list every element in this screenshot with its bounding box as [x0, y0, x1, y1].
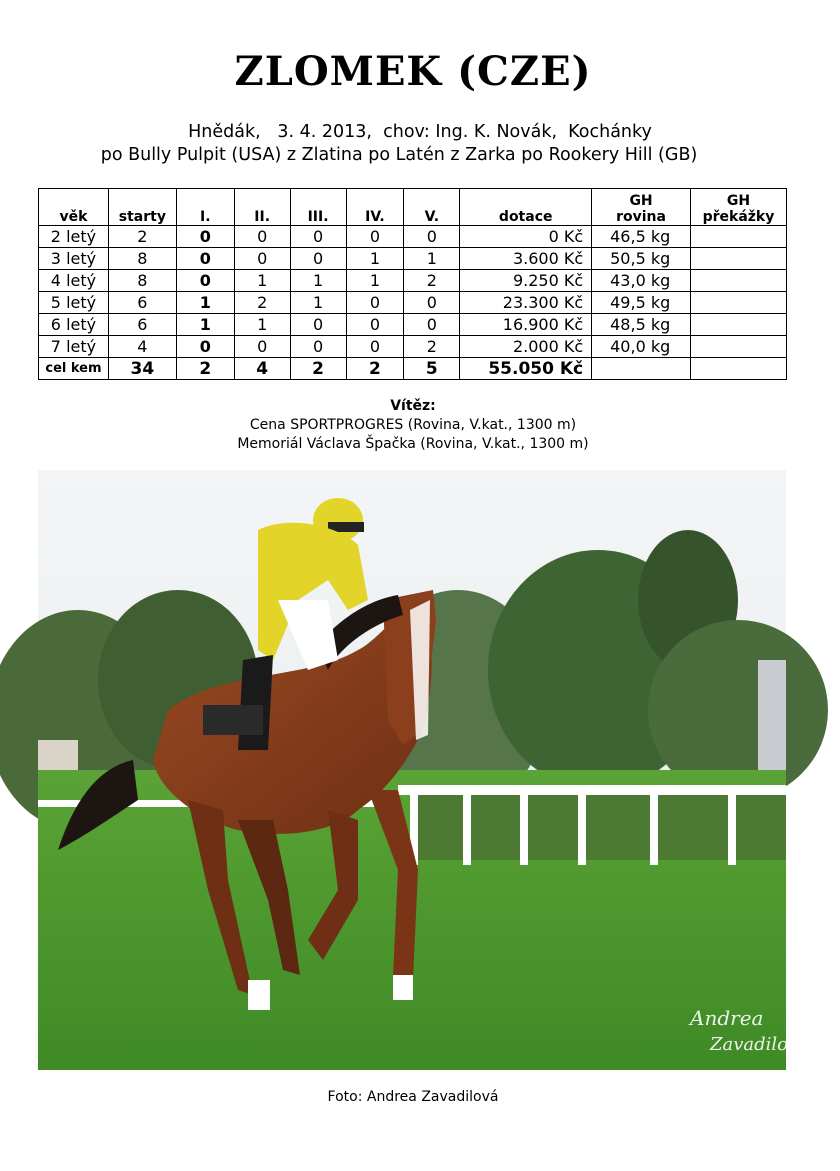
cell-gh-jump — [690, 226, 786, 248]
cell-starts: 6 — [108, 314, 176, 336]
cell-gh-flat: 50,5 kg — [592, 248, 691, 270]
cell-prize-money: 23.300 Kč — [460, 292, 592, 314]
total-gh-jump — [690, 358, 786, 380]
header-gh-jump-line2: překážky — [702, 209, 775, 225]
table-row — [39, 270, 787, 292]
cell-first: 0 — [176, 226, 234, 248]
cell-fourth: 1 — [346, 248, 404, 270]
cell-starts: 4 — [108, 336, 176, 358]
table-row — [39, 226, 787, 248]
cell-fifth: 0 — [404, 226, 460, 248]
cell-first: 0 — [176, 248, 234, 270]
cell-fourth: 1 — [346, 270, 404, 292]
total-starts: 34 — [108, 358, 176, 380]
cell-gh-flat: 48,5 kg — [592, 314, 691, 336]
total-fourth: 2 — [346, 358, 404, 380]
total-prize-money: 55.050 Kč — [460, 358, 592, 380]
cell-prize-money: 16.900 Kč — [460, 314, 592, 336]
cell-second: 1 — [234, 314, 290, 336]
photo-watermark: Andrea — [690, 1006, 764, 1030]
cell-first: 1 — [176, 314, 234, 336]
cell-fourth: 0 — [346, 314, 404, 336]
total-label: cel kem — [39, 358, 109, 380]
header-gh-flat — [592, 189, 691, 226]
total-gh-flat — [592, 358, 691, 380]
cell-second: 0 — [234, 248, 290, 270]
cell-third: 1 — [290, 270, 346, 292]
header-gh-flat-line2: rovina — [616, 209, 666, 225]
cell-third: 0 — [290, 226, 346, 248]
cell-third: 0 — [290, 314, 346, 336]
cell-fifth: 1 — [404, 248, 460, 270]
cell-fourth: 0 — [346, 336, 404, 358]
table-row — [39, 336, 787, 358]
cell-first: 0 — [176, 336, 234, 358]
winner-race: Memoriál Václava Špačka (Rovina, V.kat., 1300 m) — [237, 436, 589, 452]
total-second: 4 — [234, 358, 290, 380]
winner-race: Cena SPORTPROGRES (Rovina, V.kat., 1300 m) — [249, 417, 577, 433]
cell-second: 0 — [234, 226, 290, 248]
cell-gh-jump — [690, 292, 786, 314]
cell-fifth: 0 — [404, 314, 460, 336]
cell-age: 2 letý — [39, 226, 109, 248]
header-starts: starty — [108, 189, 176, 226]
header-prize-money: dotace — [460, 189, 592, 226]
cell-prize-money: 9.250 Kč — [460, 270, 592, 292]
cell-prize-money: 0 Kč — [460, 226, 592, 248]
total-first: 2 — [176, 358, 234, 380]
cell-fifth: 2 — [404, 270, 460, 292]
cell-second: 2 — [234, 292, 290, 314]
cell-starts: 2 — [108, 226, 176, 248]
cell-age: 6 letý — [39, 314, 109, 336]
table-row — [39, 248, 787, 270]
cell-gh-jump — [690, 270, 786, 292]
horse-description: Hnědák, 3. 4. 2013, chov: Ing. K. Novák, Kochánky — [188, 122, 652, 142]
cell-gh-flat: 40,0 kg — [592, 336, 691, 358]
race-photo — [38, 470, 809, 1070]
cell-fifth: 0 — [404, 292, 460, 314]
cell-gh-jump — [690, 248, 786, 270]
header-fourth: IV. — [346, 189, 404, 226]
horse-name: ZLOMEK (CZE) — [234, 48, 592, 95]
cell-age: 3 letý — [39, 248, 109, 270]
total-third: 2 — [290, 358, 346, 380]
cell-age: 7 letý — [39, 336, 109, 358]
photo-watermark: Zavadilová — [710, 1034, 809, 1055]
winner-heading: Vítěz: — [390, 398, 436, 414]
header-first: I. — [176, 189, 234, 226]
cell-first: 1 — [176, 292, 234, 314]
total-fifth: 5 — [404, 358, 460, 380]
header-age: věk — [39, 189, 109, 226]
cell-gh-flat: 49,5 kg — [592, 292, 691, 314]
cell-starts: 8 — [108, 270, 176, 292]
header-second: II. — [234, 189, 290, 226]
header-third: III. — [290, 189, 346, 226]
career-stats-table — [38, 188, 787, 380]
table-row — [39, 292, 787, 314]
cell-fourth: 0 — [346, 226, 404, 248]
cell-second: 1 — [234, 270, 290, 292]
cell-gh-jump — [690, 336, 786, 358]
header-fifth: V. — [404, 189, 460, 226]
cell-starts: 6 — [108, 292, 176, 314]
header-gh-jump-line1: GH — [726, 193, 751, 209]
photo-caption: Foto: Andrea Zavadilová — [327, 1089, 499, 1105]
cell-gh-jump — [690, 314, 786, 336]
table-row — [39, 314, 787, 336]
cell-third: 1 — [290, 292, 346, 314]
cell-third: 0 — [290, 248, 346, 270]
table-header-row — [39, 189, 787, 226]
header-gh-jump — [690, 189, 786, 226]
cell-prize-money: 3.600 Kč — [460, 248, 592, 270]
horse-pedigree: po Bully Pulpit (USA) z Zlatina po Latén z Zarka po Rookery Hill (GB) — [100, 145, 698, 165]
table-total-row — [39, 358, 787, 380]
cell-third: 0 — [290, 336, 346, 358]
cell-age: 5 letý — [39, 292, 109, 314]
cell-prize-money: 2.000 Kč — [460, 336, 592, 358]
cell-gh-flat: 43,0 kg — [592, 270, 691, 292]
cell-age: 4 letý — [39, 270, 109, 292]
cell-starts: 8 — [108, 248, 176, 270]
cell-second: 0 — [234, 336, 290, 358]
cell-gh-flat: 46,5 kg — [592, 226, 691, 248]
header-gh-flat-line1: GH — [629, 193, 653, 209]
cell-fourth: 0 — [346, 292, 404, 314]
cell-fifth: 2 — [404, 336, 460, 358]
cell-first: 0 — [176, 270, 234, 292]
